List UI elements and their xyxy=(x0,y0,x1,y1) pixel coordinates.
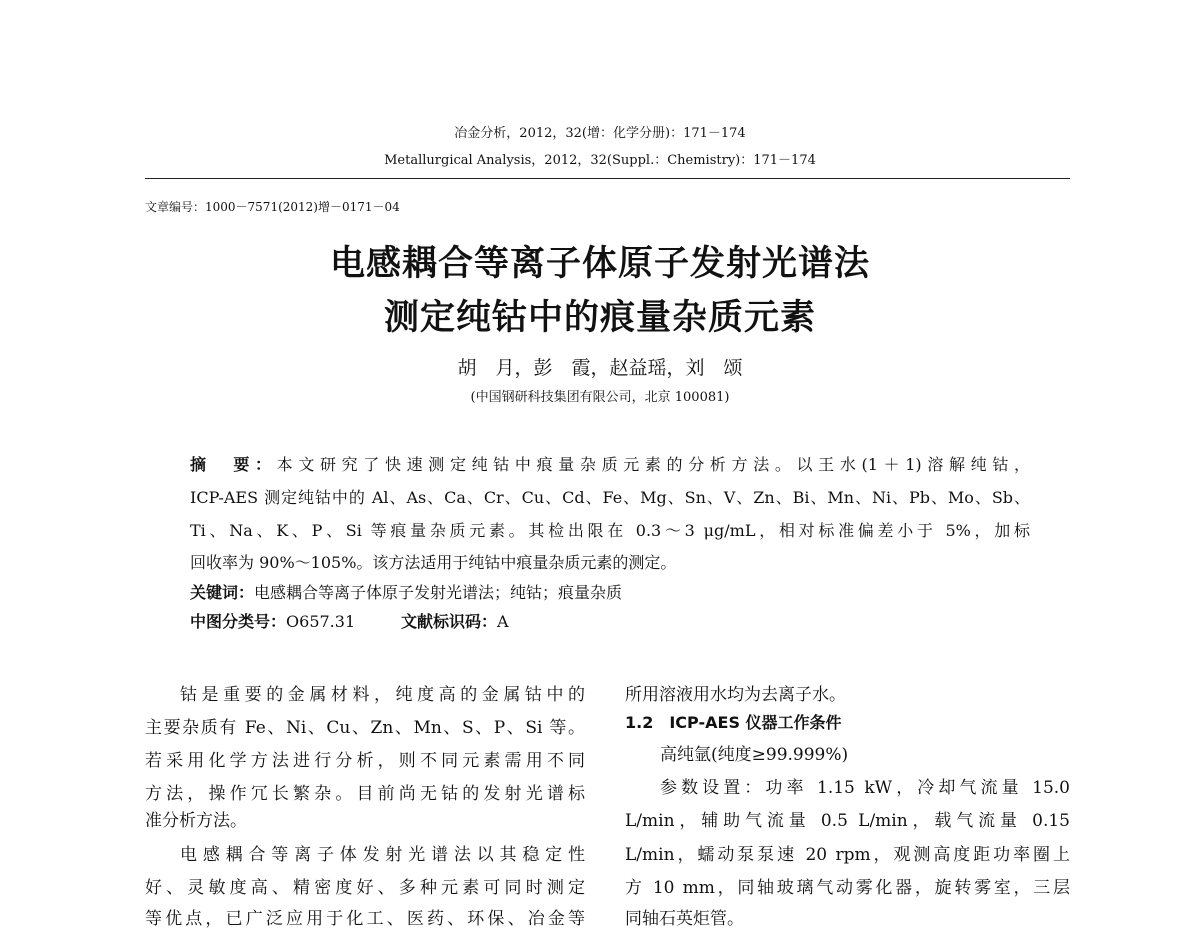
abstract-line: 回收率为 90%～105%。该方法适用于纯钴中痕量杂质元素的测定。 xyxy=(190,553,677,572)
title-line-1: 电感耦合等离子体原子发射光谱法 xyxy=(329,244,870,284)
authors: 胡 月，彭 霞，赵益瑶，刘 颂 xyxy=(457,357,743,379)
keywords-label: 关键词： xyxy=(190,583,255,602)
body-line: 好、灵敏度高、精密度好、多种元素可同时测定 xyxy=(145,878,585,898)
body-line: 若采用化学方法进行分析，则不同元素需用不同 xyxy=(145,751,585,771)
body-line: L/min，辅助气流量 0.5 L/min，载气流量 0.15 xyxy=(625,811,1070,831)
abstract-line xyxy=(190,452,1030,474)
abstract-line: Ti、Na、K、P、Si 等痕量杂质元素。其检出限在 0.3～3 μg/mL，相对标准偏差小于 5%，加标 xyxy=(190,521,1030,540)
clc-label: 中图分类号： xyxy=(190,612,287,631)
abstract-text: 本文研究了快速测定纯钴中痕量杂质元素的分析方法。以王水(1＋1)溶解纯钴， xyxy=(276,455,1030,474)
body-line: 等优点，已广泛应用于化工、医药、环保、冶金等 xyxy=(145,909,585,929)
body-line: L/min，蠕动泵泵速 20 rpm，观测高度距功率圈上 xyxy=(625,845,1070,865)
abstract-label: 摘 要： xyxy=(190,455,277,474)
keywords-value: 电感耦合等离子体原子发射光谱法；纯钴；痕量杂质 xyxy=(254,583,623,602)
body-line: 所用溶液用水均为去离子水。 xyxy=(625,685,846,705)
journal-citation-en: Metallurgical Analysis，2012，32(Suppl.：Chemistry)：171－174 xyxy=(384,153,816,168)
keywords xyxy=(190,580,1030,602)
header-rule xyxy=(145,178,1070,179)
body-line: 方 10 mm，同轴玻璃气动雾化器，旋转雾室，三层 xyxy=(625,878,1070,898)
body-line: 主要杂质有 Fe、Ni、Cu、Zn、Mn、S、P、Si 等。 xyxy=(145,718,585,738)
abstract-line: ICP-AES 测定纯钴中的 Al、As、Ca、Cr、Cu、Cd、Fe、Mg、Sn、V、Zn、Bi、Mn、Ni、Pb、Mo、Sb、 xyxy=(190,488,1030,507)
classification xyxy=(190,609,1030,631)
body-line: 参数设置：功率 1.15 kW，冷却气流量 15.0 xyxy=(660,778,1070,798)
body-line: 电感耦合等离子体发射光谱法以其稳定性 xyxy=(180,845,585,865)
clc-value: O657.31 xyxy=(286,612,356,631)
doc-code-value: A xyxy=(497,612,509,631)
journal-citation-cn: 冶金分析，2012，32(增：化学分册)：171－174 xyxy=(454,126,746,141)
section-heading: 1.2 ICP-AES 仪器工作条件 xyxy=(625,713,842,732)
body-line: 同轴石英炬管。 xyxy=(625,909,744,929)
body-line: 准分析方法。 xyxy=(145,811,247,831)
doc-code-label: 文献标识码： xyxy=(401,612,498,631)
article-number: 文章编号：1000－7571(2012)增－0171－04 xyxy=(145,200,400,214)
body-line: 高纯氩(纯度≥99.999%) xyxy=(660,745,849,765)
affiliation: (中国钢研科技集团有限公司，北京 100081) xyxy=(470,390,730,405)
title-line-2: 测定纯钴中的痕量杂质元素 xyxy=(383,298,816,338)
body-line: 钴是重要的金属材料，纯度高的金属钴中的 xyxy=(180,685,585,705)
body-line: 方法，操作冗长繁杂。目前尚无钴的发射光谱标 xyxy=(145,784,585,804)
